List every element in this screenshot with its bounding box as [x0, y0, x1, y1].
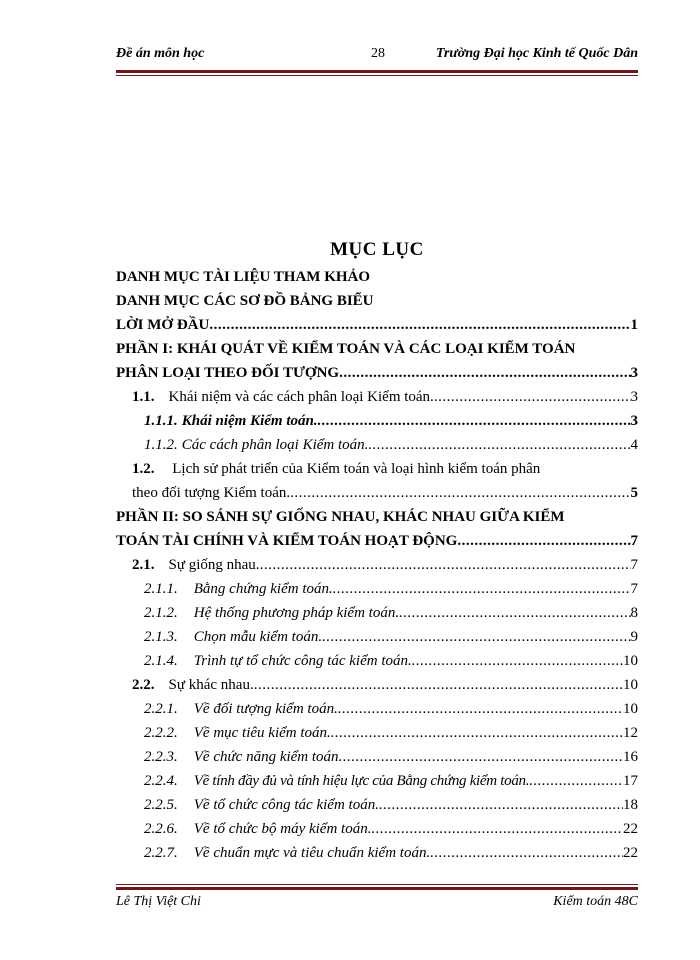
toc-dot-leader — [339, 746, 623, 768]
toc-entry-text: PHẦN I: KHÁI QUÁT VỀ KIỂM TOÁN VÀ CÁC LOẠI KIỂM TOÁN — [116, 341, 576, 357]
toc-entry — [116, 698, 638, 720]
toc-entry — [116, 842, 638, 864]
toc-title: MỤC LỤC — [330, 239, 424, 260]
toc-entry-number: 2.1. — [132, 557, 155, 573]
toc-entry — [116, 722, 638, 744]
toc-entry-page: 18 — [623, 797, 638, 813]
toc-entry-text: TOÁN TÀI CHÍNH VÀ KIỂM TOÁN HOẠT ĐỘNG — [116, 533, 458, 549]
toc-entry-text: Trình tự tổ chức công tác kiểm toán. — [193, 653, 412, 669]
toc-entry-number: 2.2.4. — [144, 773, 178, 789]
toc-entry-text: theo đối tượng Kiểm toán. — [132, 485, 291, 501]
toc-entry-page: 3 — [630, 365, 638, 381]
toc-entry-number: 2.2. — [132, 677, 155, 693]
toc-entry-text: Khái niệm Kiểm toán. — [181, 413, 318, 429]
toc-entry — [116, 818, 638, 840]
toc-entry-page: 9 — [630, 629, 638, 645]
toc-dot-leader — [331, 722, 623, 744]
toc-entry-text: PHÂN LOẠI THEO ĐỐI TƯỢNG — [116, 365, 340, 381]
toc-entry — [116, 650, 638, 672]
toc-dot-leader — [322, 626, 630, 648]
toc-entry-number: 1.1.1. — [144, 413, 178, 429]
toc-entry — [116, 602, 638, 624]
toc-entry-page: 7 — [630, 533, 638, 549]
toc-entry — [116, 338, 638, 360]
toc-entry-number: 2.2.3. — [144, 749, 178, 765]
toc-dot-leader — [338, 698, 623, 720]
toc-entry-text: Hệ thống phương pháp kiểm toán. — [193, 605, 400, 621]
toc-dot-leader — [339, 362, 630, 384]
toc-entry-number: 2.2.6. — [144, 821, 178, 837]
toc-dot-leader — [412, 650, 623, 672]
toc-entry-page: 22 — [623, 821, 638, 837]
toc-entry-text: DANH MỤC TÀI LIỆU THAM KHẢO — [116, 269, 371, 285]
toc-entry-text: Sự giống nhau. — [168, 557, 260, 573]
toc-dot-leader — [368, 434, 630, 456]
toc-entry-text: Sự khác nhau. — [168, 677, 254, 693]
header-university-name: Trường Đại học Kinh tế Quốc Dân — [435, 46, 638, 61]
toc-entry-page: 10 — [623, 677, 638, 693]
toc-entry-text: Về tổ chức bộ máy kiểm toán. — [193, 821, 372, 837]
toc-entry — [116, 434, 638, 456]
toc-entry-page: 8 — [630, 605, 638, 621]
toc-entry — [116, 626, 638, 648]
page-header — [116, 46, 638, 66]
toc-entry-text: Về tính đầy đủ và tính hiệu lực của Bằng chứng kiểm toán. — [193, 773, 530, 789]
toc-dot-leader — [457, 530, 630, 552]
footer-class-name: Kiểm toán 48C — [553, 894, 638, 909]
toc-entry-page: 22 — [623, 845, 638, 861]
toc-entry-page: 3 — [630, 389, 638, 405]
toc-entry-text: DANH MỤC CÁC SƠ ĐỒ BẢNG BIỂU — [116, 293, 374, 309]
toc-dot-leader — [254, 674, 623, 696]
toc-entry-number: 1.2. — [132, 461, 155, 477]
toc-dot-leader — [260, 554, 631, 576]
toc-entry-number: 2.2.5. — [144, 797, 178, 813]
toc-dot-leader — [290, 482, 630, 504]
toc-entry — [116, 386, 638, 408]
header-page-number: 28 — [371, 46, 385, 61]
toc-entry-text: Các cách phân loại Kiểm toán. — [181, 437, 369, 453]
toc-entry — [116, 770, 638, 792]
toc-dot-leader — [434, 386, 631, 408]
toc-entry-text: Về tổ chức công tác kiểm toán. — [193, 797, 379, 813]
toc-entry — [116, 482, 638, 504]
toc-entry-text: Chọn mẫu kiểm toán. — [193, 629, 323, 645]
toc-dot-leader — [371, 818, 623, 840]
toc-entry-number: 2.1.3. — [144, 629, 178, 645]
toc-entry — [116, 530, 638, 552]
toc-entry — [116, 266, 638, 288]
toc-entry-page: 17 — [623, 773, 638, 789]
footer-author-name: Lê Thị Việt Chi — [116, 894, 201, 909]
toc-entry-text: Về mục tiêu kiểm toán. — [193, 725, 331, 741]
toc-entry-number: 2.2.2. — [144, 725, 178, 741]
toc-entry-page: 10 — [623, 701, 638, 717]
toc-dot-leader — [529, 770, 623, 792]
toc-entry-text: Bằng chứng kiểm toán. — [193, 581, 333, 597]
toc-dot-leader — [318, 410, 631, 432]
toc-entry-number: 1.1. — [132, 389, 155, 405]
toc-entry-number: 2.2.7. — [144, 845, 178, 861]
toc-entry-page: 3 — [630, 413, 638, 429]
toc-entry-text: Về chức năng kiểm toán — [193, 749, 339, 765]
toc-entry-page: 12 — [623, 725, 638, 741]
header-rule-thick — [116, 70, 638, 73]
toc-entry-page: 7 — [630, 557, 638, 573]
toc-entry — [116, 410, 638, 432]
toc-dot-leader — [430, 842, 623, 864]
toc-entry-page: 1 — [630, 317, 638, 333]
toc-entry-page: 5 — [630, 485, 638, 501]
toc-entry-text: LỜI MỞ ĐẦU — [116, 317, 210, 333]
toc-entry-text: Khái niệm và các cách phân loại Kiểm toán. — [168, 389, 434, 405]
toc-entry-number: 2.2.1. — [144, 701, 178, 717]
toc-entry — [116, 314, 638, 336]
toc-entry-number: 2.1.1. — [144, 581, 178, 597]
toc-entry — [116, 794, 638, 816]
header-rule-thin — [116, 75, 638, 76]
footer-rule-thick — [116, 887, 638, 890]
toc-entry-text: PHẦN II: SO SÁNH SỰ GIỐNG NHAU, KHÁC NHAU GIỮA KIỂM — [116, 509, 565, 525]
toc-dot-leader — [379, 794, 623, 816]
toc-entry-number: 1.1.2. — [144, 437, 178, 453]
toc-entry — [116, 362, 638, 384]
toc-entry-page: 16 — [623, 749, 638, 765]
toc-entry — [116, 578, 638, 600]
toc-entry-number: 2.1.4. — [144, 653, 178, 669]
toc-entry — [116, 674, 638, 696]
toc-entry-text: Về đối tượng kiểm toán. — [193, 701, 338, 717]
toc-entry — [116, 746, 638, 768]
toc-entry-page: 7 — [630, 581, 638, 597]
toc-dot-leader — [399, 602, 630, 624]
toc-entry-text: Về chuẩn mực và tiêu chuẩn kiểm toán. — [193, 845, 431, 861]
toc-entry-page: 10 — [623, 653, 638, 669]
header-course-label: Đề án môn học — [116, 46, 205, 61]
footer-rule-thin — [116, 884, 638, 885]
toc-entry — [116, 506, 638, 528]
toc-entry — [116, 290, 638, 312]
toc-entry — [116, 554, 638, 576]
toc-entry — [116, 458, 638, 480]
page-footer — [116, 894, 638, 914]
toc-dot-leader — [333, 578, 631, 600]
toc-entry-text: Lịch sử phát triển của Kiểm toán và loại hình kiểm toán phân — [172, 461, 541, 477]
toc-entry-page: 4 — [630, 437, 638, 453]
toc-entry-number: 2.1.2. — [144, 605, 178, 621]
toc-dot-leader — [209, 314, 630, 336]
